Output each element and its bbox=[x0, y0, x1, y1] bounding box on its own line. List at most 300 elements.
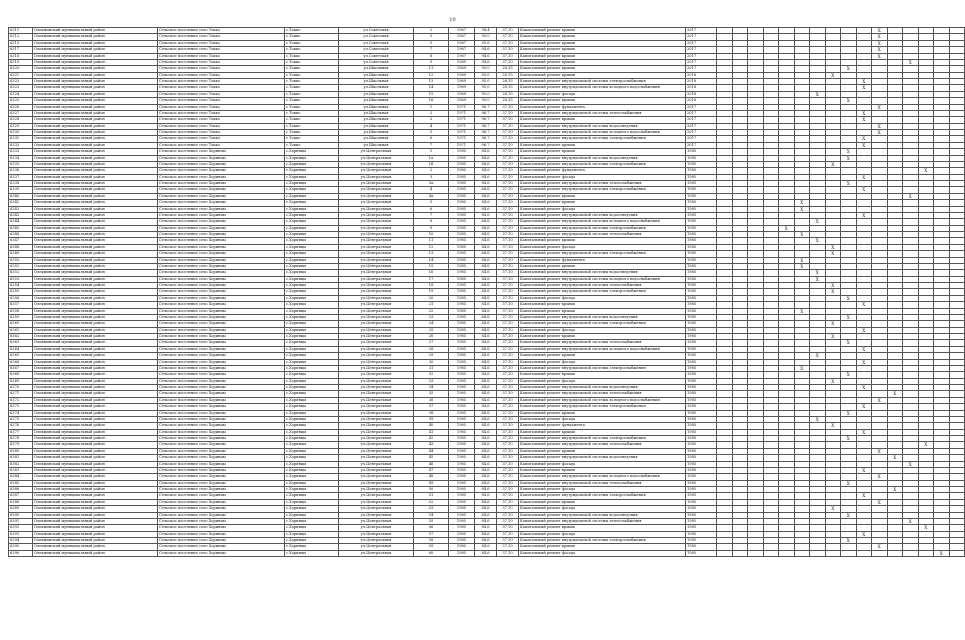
build-year-cell: 1985 bbox=[449, 295, 475, 301]
build-year-cell: 1971 bbox=[449, 117, 475, 123]
build-year-cell: 1985 bbox=[449, 359, 475, 365]
work-type-cell: Капитальный ремонт крыши bbox=[519, 302, 686, 308]
street-cell: ул.Центральная bbox=[339, 550, 414, 556]
locality-cell: с.Хоринцы bbox=[285, 493, 339, 499]
plan-year-cell: 1985 bbox=[686, 321, 717, 327]
build-year-cell: 1985 bbox=[449, 149, 475, 155]
check-mark: X bbox=[872, 130, 888, 136]
row-number-cell: 6332 bbox=[9, 142, 33, 148]
build-year-cell: 1985 bbox=[449, 251, 475, 257]
area-value-cell: 37,10 bbox=[497, 283, 519, 289]
locality-cell: с.Хоринцы bbox=[285, 212, 339, 218]
street-cell: ул.Школьная bbox=[339, 110, 414, 116]
build-year-cell: 1985 bbox=[449, 270, 475, 276]
wear-percent-cell: 84,6 bbox=[475, 359, 497, 365]
wear-percent-cell: 84,6 bbox=[475, 391, 497, 397]
plan-year-cell: 1985 bbox=[686, 531, 717, 537]
work-type-cell: Капитальный ремонт внутридомовой системы теплоснабжения bbox=[519, 340, 686, 346]
registry-table bbox=[8, 27, 965, 557]
check-mark: X bbox=[841, 340, 857, 346]
locality-cell: с.Хоринцы bbox=[285, 289, 339, 295]
row-number-cell: 6352 bbox=[9, 270, 33, 276]
wear-percent-cell: 84,6 bbox=[475, 232, 497, 238]
settlement-cell: Сельское поселение село Хоринцы bbox=[158, 429, 285, 435]
house-number-cell: 42 bbox=[414, 436, 449, 442]
build-year-cell: 1985 bbox=[449, 155, 475, 161]
check-mark: X bbox=[872, 544, 888, 550]
row-number-cell: 6354 bbox=[9, 283, 33, 289]
plan-year-cell: 1985 bbox=[686, 404, 717, 410]
wear-percent-cell: 95,0 bbox=[475, 79, 497, 85]
plan-year-cell: 1985 bbox=[686, 168, 717, 174]
street-cell: ул.Школьная bbox=[339, 66, 414, 72]
locality-cell: с.Хоринцы bbox=[285, 251, 339, 257]
plan-year-cell: 1985 bbox=[686, 480, 717, 486]
street-cell: ул.Школьная bbox=[339, 104, 414, 110]
check-mark: X bbox=[779, 225, 795, 231]
municipal-district-cell: Олекминский муниципальный район bbox=[33, 219, 158, 225]
house-number-cell: 4 bbox=[414, 187, 449, 193]
house-number-cell: 32 bbox=[414, 372, 449, 378]
settlement-cell: Сельское поселение село Токко bbox=[158, 104, 285, 110]
street-cell: ул.Школьная bbox=[339, 72, 414, 78]
municipal-district-cell: Олекминский муниципальный район bbox=[33, 59, 158, 65]
check-mark: X bbox=[872, 34, 888, 40]
house-number-cell: 23 bbox=[414, 314, 449, 320]
check-mark: X bbox=[810, 416, 826, 422]
settlement-cell: Сельское поселение село Токко bbox=[158, 79, 285, 85]
row-number-cell: 6357 bbox=[9, 302, 33, 308]
locality-cell: с.Хоринцы bbox=[285, 200, 339, 206]
row-number-cell: 6380 bbox=[9, 448, 33, 454]
municipal-district-cell: Олекминский муниципальный район bbox=[33, 525, 158, 531]
municipal-district-cell: Олекминский муниципальный район bbox=[33, 436, 158, 442]
build-year-cell: 1985 bbox=[449, 538, 475, 544]
check-mark: X bbox=[872, 448, 888, 454]
street-cell: ул.Центральная bbox=[339, 340, 414, 346]
build-year-cell: 1967 bbox=[449, 34, 475, 40]
settlement-cell: Сельское поселение село Хоринцы bbox=[158, 455, 285, 461]
row-number-cell: 6391 bbox=[9, 518, 33, 524]
wear-percent-cell: 96,7 bbox=[475, 136, 497, 142]
house-number-cell: 29 bbox=[414, 353, 449, 359]
settlement-cell: Сельское поселение село Хоринцы bbox=[158, 206, 285, 212]
street-cell: ул.Центральная bbox=[339, 512, 414, 518]
build-year-cell: 1985 bbox=[449, 365, 475, 371]
build-year-cell: 1969 bbox=[449, 59, 475, 65]
build-year-cell: 1985 bbox=[449, 397, 475, 403]
area-value-cell: 28,15 bbox=[497, 85, 519, 91]
locality-cell: с.Хоринцы bbox=[285, 321, 339, 327]
check-mark: X bbox=[810, 353, 826, 359]
locality-cell: с.Хоринцы bbox=[285, 193, 339, 199]
locality-cell: с.Хоринцы bbox=[285, 302, 339, 308]
wear-percent-cell: 84,6 bbox=[475, 238, 497, 244]
locality-cell: с.Хоринцы bbox=[285, 161, 339, 167]
work-type-cell: Капитальный ремонт фасада bbox=[519, 295, 686, 301]
area-value-cell: 37,10 bbox=[497, 47, 519, 53]
locality-cell: с.Токко bbox=[285, 53, 339, 59]
wear-percent-cell: 84,6 bbox=[475, 378, 497, 384]
area-value-cell: 37,10 bbox=[497, 187, 519, 193]
house-number-cell: 37 bbox=[414, 404, 449, 410]
house-number-cell: 22 bbox=[414, 308, 449, 314]
build-year-cell: 1985 bbox=[449, 525, 475, 531]
plan-year-cell: 1985 bbox=[686, 327, 717, 333]
wear-percent-cell: 94,6 bbox=[475, 53, 497, 59]
wear-percent-cell: 84,6 bbox=[475, 531, 497, 537]
municipal-district-cell: Олекминский муниципальный район bbox=[33, 168, 158, 174]
row-number-cell: 6344 bbox=[9, 219, 33, 225]
row-number-cell: 6343 bbox=[9, 212, 33, 218]
wear-percent-cell: 84,6 bbox=[475, 538, 497, 544]
area-value-cell: 37,10 bbox=[497, 238, 519, 244]
locality-cell: с.Хоринцы bbox=[285, 257, 339, 263]
locality-cell: с.Хоринцы bbox=[285, 512, 339, 518]
locality-cell: с.Хоринцы bbox=[285, 455, 339, 461]
wear-percent-cell: 84,6 bbox=[475, 263, 497, 269]
settlement-cell: Сельское поселение село Хоринцы bbox=[158, 308, 285, 314]
plan-year-cell: 1985 bbox=[686, 340, 717, 346]
work-type-cell: Капитальный ремонт фасада bbox=[519, 531, 686, 537]
build-year-cell: 1985 bbox=[449, 385, 475, 391]
municipal-district-cell: Олекминский муниципальный район bbox=[33, 442, 158, 448]
check-mark: X bbox=[856, 493, 872, 499]
house-number-cell: 34 bbox=[414, 385, 449, 391]
municipal-district-cell: Олекминский муниципальный район bbox=[33, 544, 158, 550]
work-type-cell: Капитальный ремонт внутридомовой системы теплоснабжения bbox=[519, 232, 686, 238]
area-value-cell: 37,10 bbox=[497, 149, 519, 155]
wear-percent-cell: 84,6 bbox=[475, 334, 497, 340]
wear-percent-cell: 84,6 bbox=[475, 429, 497, 435]
settlement-cell: Сельское поселение село Хоринцы bbox=[158, 538, 285, 544]
build-year-cell: 1985 bbox=[449, 257, 475, 263]
municipal-district-cell: Олекминский муниципальный район bbox=[33, 518, 158, 524]
street-cell: ул.Центральная bbox=[339, 206, 414, 212]
municipal-district-cell: Олекминский муниципальный район bbox=[33, 85, 158, 91]
street-cell: ул.Советская bbox=[339, 47, 414, 53]
street-cell: ул.Центральная bbox=[339, 334, 414, 340]
wear-percent-cell: 95,0 bbox=[475, 34, 497, 40]
locality-cell: с.Хоринцы bbox=[285, 206, 339, 212]
settlement-cell: Сельское поселение село Хоринцы bbox=[158, 289, 285, 295]
work-type-cell: Капитальный ремонт внутридомовой системы водоотведения bbox=[519, 512, 686, 518]
plan-year-cell: 2017 bbox=[686, 66, 717, 72]
row-number-cell: 6363 bbox=[9, 340, 33, 346]
row-number-cell: 6368 bbox=[9, 372, 33, 378]
locality-cell: с.Хоринцы bbox=[285, 416, 339, 422]
settlement-cell: Сельское поселение село Хоринцы bbox=[158, 270, 285, 276]
settlement-cell: Сельское поселение село Токко bbox=[158, 34, 285, 40]
build-year-cell: 1985 bbox=[449, 283, 475, 289]
house-number-cell: 21 bbox=[414, 302, 449, 308]
wear-percent-cell: 84,6 bbox=[475, 455, 497, 461]
build-year-cell: 1985 bbox=[449, 480, 475, 486]
check-mark: X bbox=[872, 397, 888, 403]
work-type-cell: Капитальный ремонт внутридомовой системы теплоснабжения bbox=[519, 110, 686, 116]
plan-year-cell: 1985 bbox=[686, 200, 717, 206]
street-cell: ул.Центральная bbox=[339, 219, 414, 225]
work-type-cell: Капитальный ремонт крыши bbox=[519, 98, 686, 104]
plan-year-cell: 1985 bbox=[686, 391, 717, 397]
area-value-cell: 37,10 bbox=[497, 289, 519, 295]
row-number-cell: 6378 bbox=[9, 436, 33, 442]
settlement-cell: Сельское поселение село Токко bbox=[158, 136, 285, 142]
row-number-cell: 6362 bbox=[9, 334, 33, 340]
wear-percent-cell: 84,6 bbox=[475, 372, 497, 378]
settlement-cell: Сельское поселение село Хоринцы bbox=[158, 436, 285, 442]
settlement-cell: Сельское поселение село Хоринцы bbox=[158, 442, 285, 448]
settlement-cell: Сельское поселение село Хоринцы bbox=[158, 327, 285, 333]
work-type-cell: Капитальный ремонт внутридомовой системы водоотведения bbox=[519, 270, 686, 276]
work-type-cell: Капитальный ремонт крыши bbox=[519, 149, 686, 155]
check-mark: X bbox=[810, 270, 826, 276]
locality-cell: с.Хоринцы bbox=[285, 225, 339, 231]
street-cell: ул.Центральная bbox=[339, 493, 414, 499]
municipal-district-cell: Олекминский муниципальный район bbox=[33, 244, 158, 250]
area-value-cell: 37,10 bbox=[497, 461, 519, 467]
build-year-cell: 1985 bbox=[449, 181, 475, 187]
house-number-cell: 13 bbox=[414, 79, 449, 85]
street-cell: ул.Советская bbox=[339, 28, 414, 34]
row-number-cell: 6329 bbox=[9, 123, 33, 129]
municipal-district-cell: Олекминский муниципальный район bbox=[33, 289, 158, 295]
area-value-cell: 37,10 bbox=[497, 174, 519, 180]
row-number-cell: 6361 bbox=[9, 327, 33, 333]
wear-percent-cell: 84,6 bbox=[475, 506, 497, 512]
settlement-cell: Сельское поселение село Хоринцы bbox=[158, 257, 285, 263]
build-year-cell: 1985 bbox=[449, 334, 475, 340]
house-number-cell: 5 bbox=[414, 40, 449, 46]
settlement-cell: Сельское поселение село Хоринцы bbox=[158, 391, 285, 397]
locality-cell: с.Хоринцы bbox=[285, 168, 339, 174]
row-number-cell: 6346 bbox=[9, 232, 33, 238]
locality-cell: с.Хоринцы bbox=[285, 525, 339, 531]
settlement-cell: Сельское поселение село Хоринцы bbox=[158, 404, 285, 410]
plan-year-cell: 1985 bbox=[686, 232, 717, 238]
wear-percent-cell: 84,6 bbox=[475, 340, 497, 346]
area-value-cell: 28,15 bbox=[497, 98, 519, 104]
street-cell: ул.Школьная bbox=[339, 142, 414, 148]
wear-percent-cell: 96,7 bbox=[475, 110, 497, 116]
locality-cell: с.Хоринцы bbox=[285, 385, 339, 391]
locality-cell: с.Хоринцы bbox=[285, 276, 339, 282]
area-value-cell: 37,10 bbox=[497, 136, 519, 142]
street-cell: ул.Центральная bbox=[339, 506, 414, 512]
locality-cell: с.Хоринцы bbox=[285, 270, 339, 276]
check-mark: X bbox=[856, 117, 872, 123]
build-year-cell: 1971 bbox=[449, 104, 475, 110]
municipal-district-cell: Олекминский муниципальный район bbox=[33, 429, 158, 435]
municipal-district-cell: Олекминский муниципальный район bbox=[33, 423, 158, 429]
wear-percent-cell: 84,6 bbox=[475, 212, 497, 218]
row-number-cell: 6335 bbox=[9, 161, 33, 167]
municipal-district-cell: Олекминский муниципальный район bbox=[33, 251, 158, 257]
settlement-cell: Сельское поселение село Хоринцы bbox=[158, 531, 285, 537]
municipal-district-cell: Олекминский муниципальный район bbox=[33, 270, 158, 276]
build-year-cell: 1971 bbox=[449, 130, 475, 136]
municipal-district-cell: Олекминский муниципальный район bbox=[33, 334, 158, 340]
street-cell: ул.Центральная bbox=[339, 193, 414, 199]
house-number-cell: 4а bbox=[414, 193, 449, 199]
locality-cell: с.Хоринцы bbox=[285, 391, 339, 397]
area-value-cell: 37,10 bbox=[497, 302, 519, 308]
row-number-cell: 6349 bbox=[9, 251, 33, 257]
locality-cell: с.Хоринцы bbox=[285, 518, 339, 524]
municipal-district-cell: Олекминский муниципальный район bbox=[33, 499, 158, 505]
work-type-cell: Капитальный ремонт внутридомовой системы водоотведения bbox=[519, 155, 686, 161]
wear-percent-cell: 84,6 bbox=[475, 404, 497, 410]
municipal-district-cell: Олекминский муниципальный район bbox=[33, 480, 158, 486]
work-type-cell: Капитальный ремонт внутридомовой системы холодного водоснабжения bbox=[519, 346, 686, 352]
work-type-cell: Капитальный ремонт фасада bbox=[519, 244, 686, 250]
area-value-cell: 37,10 bbox=[497, 416, 519, 422]
row-number-cell: 6384 bbox=[9, 474, 33, 480]
build-year-cell: 1985 bbox=[449, 442, 475, 448]
area-value-cell: 37,10 bbox=[497, 123, 519, 129]
house-number-cell: 3 bbox=[414, 34, 449, 40]
street-cell: ул.Центральная bbox=[339, 225, 414, 231]
locality-cell: с.Токко bbox=[285, 85, 339, 91]
check-cell bbox=[732, 550, 748, 556]
street-cell: ул.Центральная bbox=[339, 181, 414, 187]
settlement-cell: Сельское поселение село Хоринцы bbox=[158, 295, 285, 301]
work-type-cell: Капитальный ремонт внутридомовой системы холодного водоснабжения bbox=[519, 219, 686, 225]
house-number-cell: 8 bbox=[414, 53, 449, 59]
locality-cell: с.Хоринцы bbox=[285, 461, 339, 467]
work-type-cell: Капитальный ремонт фасада bbox=[519, 506, 686, 512]
street-cell: ул.Центральная bbox=[339, 314, 414, 320]
area-value-cell: 37,10 bbox=[497, 40, 519, 46]
street-cell: ул.Центральная bbox=[339, 436, 414, 442]
build-year-cell: 1969 bbox=[449, 72, 475, 78]
street-cell: ул.Центральная bbox=[339, 410, 414, 416]
check-cell bbox=[763, 550, 779, 556]
house-number-cell: 6 bbox=[414, 206, 449, 212]
locality-cell: с.Хоринцы bbox=[285, 372, 339, 378]
build-year-cell: 1985 bbox=[449, 404, 475, 410]
check-mark: X bbox=[825, 321, 841, 327]
wear-percent-cell: 84,6 bbox=[475, 206, 497, 212]
check-mark: X bbox=[856, 302, 872, 308]
wear-percent-cell: 84,6 bbox=[475, 525, 497, 531]
work-type-cell: Капитальный ремонт внутридомовой системы электроснабжения bbox=[519, 187, 686, 193]
plan-year-cell: 1985 bbox=[686, 276, 717, 282]
check-mark: X bbox=[841, 372, 857, 378]
row-number-cell: 6392 bbox=[9, 525, 33, 531]
street-cell: ул.Центральная bbox=[339, 270, 414, 276]
house-number-cell: 16 bbox=[414, 270, 449, 276]
municipal-district-cell: Олекминский муниципальный район bbox=[33, 397, 158, 403]
wear-percent-cell: 84,6 bbox=[475, 193, 497, 199]
row-number-cell: 6393 bbox=[9, 531, 33, 537]
row-number-cell: 6364 bbox=[9, 346, 33, 352]
row-number-cell: 6337 bbox=[9, 174, 33, 180]
row-number-cell: 6322 bbox=[9, 79, 33, 85]
street-cell: ул.Центральная bbox=[339, 429, 414, 435]
work-type-cell: Капитальный ремонт крыши bbox=[519, 142, 686, 148]
row-number-cell: 6340 bbox=[9, 193, 33, 199]
work-type-cell: Капитальный ремонт крыши bbox=[519, 34, 686, 40]
street-cell: ул.Центральная bbox=[339, 518, 414, 524]
locality-cell: с.Хоринцы bbox=[285, 263, 339, 269]
locality-cell: с.Токко bbox=[285, 142, 339, 148]
build-year-cell: 1985 bbox=[449, 206, 475, 212]
check-mark: X bbox=[872, 40, 888, 46]
row-number-cell: 6319 bbox=[9, 59, 33, 65]
house-number-cell: 6 bbox=[414, 136, 449, 142]
locality-cell: с.Хоринцы bbox=[285, 544, 339, 550]
row-number-cell: 6381 bbox=[9, 455, 33, 461]
work-type-cell: Капитальный ремонт фасада bbox=[519, 487, 686, 493]
locality-cell: с.Хоринцы bbox=[285, 244, 339, 250]
area-value-cell: 37,10 bbox=[497, 110, 519, 116]
row-number-cell: 6347 bbox=[9, 238, 33, 244]
check-mark: X bbox=[794, 365, 810, 371]
row-number-cell: 6369 bbox=[9, 378, 33, 384]
work-type-cell: Капитальный ремонт внутридомовой системы теплоснабжения bbox=[519, 283, 686, 289]
street-cell: ул.Центральная bbox=[339, 423, 414, 429]
plan-year-cell: 1985 bbox=[686, 429, 717, 435]
check-mark: X bbox=[872, 474, 888, 480]
work-type-cell: Капитальный ремонт крыши bbox=[519, 117, 686, 123]
area-value-cell: 37,10 bbox=[497, 257, 519, 263]
house-number-cell: 14 bbox=[414, 85, 449, 91]
build-year-cell: 1967 bbox=[449, 40, 475, 46]
municipal-district-cell: Олекминский муниципальный район bbox=[33, 187, 158, 193]
plan-year-cell: 1985 bbox=[686, 270, 717, 276]
settlement-cell: Сельское поселение село Хоринцы bbox=[158, 410, 285, 416]
work-type-cell: Капитальный ремонт крыши bbox=[519, 238, 686, 244]
check-mark: X bbox=[918, 525, 934, 531]
street-cell: ул.Советская bbox=[339, 53, 414, 59]
municipal-district-cell: Олекминский муниципальный район bbox=[33, 110, 158, 116]
settlement-cell: Сельское поселение село Хоринцы bbox=[158, 161, 285, 167]
work-type-cell: Капитальный ремонт фасада bbox=[519, 91, 686, 97]
row-number-cell: 6334 bbox=[9, 155, 33, 161]
settlement-cell: Сельское поселение село Хоринцы bbox=[158, 474, 285, 480]
build-year-cell: 1985 bbox=[449, 474, 475, 480]
row-number-cell: 6353 bbox=[9, 276, 33, 282]
row-number-cell: 6348 bbox=[9, 244, 33, 250]
plan-year-cell: 2017 bbox=[686, 47, 717, 53]
street-cell: ул.Центральная bbox=[339, 346, 414, 352]
settlement-cell: Сельское поселение село Хоринцы bbox=[158, 193, 285, 199]
street-cell: ул.Центральная bbox=[339, 295, 414, 301]
house-number-cell: 44 bbox=[414, 448, 449, 454]
area-value-cell: 37,10 bbox=[497, 550, 519, 556]
street-cell: ул.Центральная bbox=[339, 276, 414, 282]
settlement-cell: Сельское поселение село Хоринцы bbox=[158, 487, 285, 493]
settlement-cell: Сельское поселение село Хоринцы bbox=[158, 353, 285, 359]
check-mark: X bbox=[872, 499, 888, 505]
build-year-cell: 1985 bbox=[449, 302, 475, 308]
plan-year-cell: 2017 bbox=[686, 59, 717, 65]
plan-year-cell: 2017 bbox=[686, 130, 717, 136]
house-number-cell: 16 bbox=[414, 98, 449, 104]
area-value-cell: 37,10 bbox=[497, 28, 519, 34]
check-mark: X bbox=[918, 442, 934, 448]
plan-year-cell: 1985 bbox=[686, 334, 717, 340]
plan-year-cell: 2018 bbox=[686, 85, 717, 91]
area-value-cell: 37,10 bbox=[497, 314, 519, 320]
area-value-cell: 37,10 bbox=[497, 480, 519, 486]
locality-cell: с.Токко bbox=[285, 66, 339, 72]
row-number-cell: 6341 bbox=[9, 200, 33, 206]
settlement-cell: Сельское поселение село Токко bbox=[158, 130, 285, 136]
plan-year-cell: 1985 bbox=[686, 467, 717, 473]
row-number-cell: 6342 bbox=[9, 206, 33, 212]
